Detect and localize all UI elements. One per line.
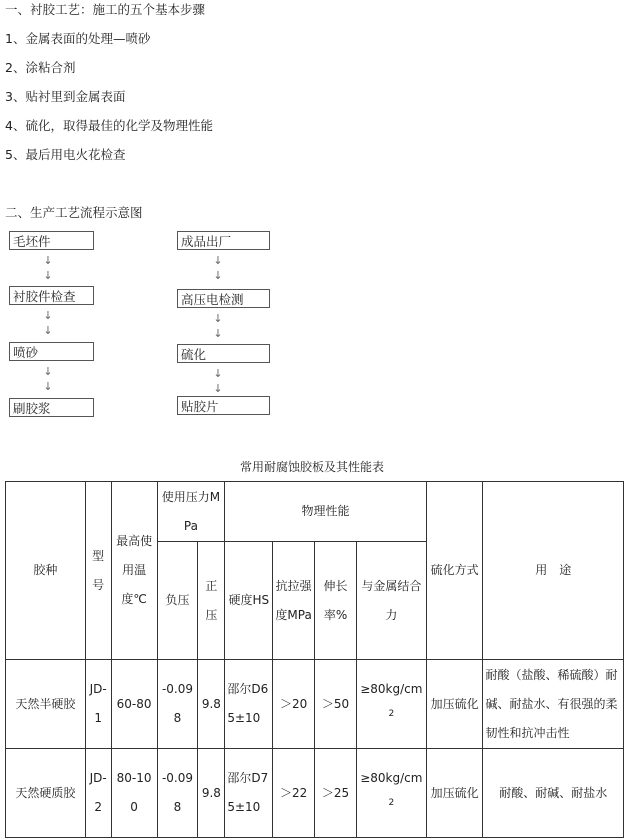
header-physical: 物理性能 [225,482,426,542]
header-bond: 与金属结合力 [356,542,426,660]
flow-box-shipment: 成品出厂 [177,231,270,250]
flow-box-brush-adhesive: 刷胶浆 [9,398,94,417]
cell-negative: -0.098 [157,660,198,749]
cell-rubber-type: 天然半硬胶 [6,660,86,749]
flow-box-hv-test: 高压电检测 [177,289,270,308]
flow-box-inspection: 衬胶件检查 [9,286,94,305]
down-arrow-icon: ↓ [43,365,53,378]
cell-positive: 9.8 [198,749,225,838]
step-4: 4、硫化，取得最佳的化学及物理性能 [5,118,213,133]
cell-hardness: 邵尔D65±10 [225,660,273,749]
cell-cure: 加压硫化 [426,749,483,838]
heading-lining-process: 一、衬胶工艺：施工的五个基本步骤 [5,2,206,17]
table-title: 常用耐腐蚀胶板及其性能表 [239,460,384,474]
cell-model: JD-1 [85,660,111,749]
cell-tensile: ＞20 [273,660,315,749]
cell-positive: 9.8 [198,660,225,749]
cell-rubber-type: 天然硬质胶 [6,749,86,838]
down-arrow-icon: ↓ [43,254,53,267]
down-arrow-icon: ↓ [43,380,53,393]
cell-bond [356,749,426,838]
step-3: 3、贴衬里到金属表面 [5,89,126,104]
table-row [6,660,624,749]
flow-box-vulcanize: 硫化 [177,344,270,363]
bond-superscript: 2 [388,709,395,719]
header-rubber-type: 胶种 [6,482,86,660]
flow-box-apply-sheet: 贴胶片 [177,396,270,415]
cell-bond [356,660,426,749]
header-hardness: 硬度HS [225,542,273,660]
header-positive: 正压 [198,542,225,660]
bond-superscript: 2 [388,798,395,808]
rubber-spec-table [5,481,624,838]
flow-box-blank-part: 毛坯件 [9,231,94,250]
down-arrow-icon: ↓ [43,269,53,282]
step-1: 1、金属表面的处理—喷砂 [5,31,151,46]
cell-negative: -0.098 [157,749,198,838]
bond-value: ≥80kg/cm [360,682,423,696]
header-cure: 硫化方式 [426,482,483,660]
heading-flow-diagram: 二、生产工艺流程示意图 [5,205,143,220]
step-2: 2、涂粘合剂 [5,60,76,75]
up-arrow-icon: ↓ [213,312,223,325]
bond-value: ≥80kg/cm [360,771,423,785]
cell-elongation: ＞25 [315,749,357,838]
header-tensile: 抗拉强度MPa [273,542,315,660]
up-arrow-icon: ↓ [213,327,223,340]
up-arrow-icon: ↓ [213,269,223,282]
cell-hardness: 邵尔D75±10 [225,749,273,838]
header-pressure: 使用压力MPa [157,482,225,542]
header-model: 型号 [85,482,111,660]
header-negative: 负压 [157,542,198,660]
cell-use: 耐酸、耐碱、耐盐水 [483,749,624,838]
header-elongation: 伸长率% [315,542,357,660]
cell-model: JD-2 [85,749,111,838]
cell-elongation: ＞50 [315,660,357,749]
step-5: 5、最后用电火花检查 [5,147,126,162]
up-arrow-icon: ↓ [213,254,223,267]
down-arrow-icon: ↓ [43,309,53,322]
cell-use: 耐酸（盐酸、稀硫酸）耐碱、耐盐水、有很强的柔韧性和抗冲击性 [483,660,624,749]
header-use: 用 途 [483,482,624,660]
up-arrow-icon: ↓ [213,367,223,380]
cell-max-temp: 60-80 [111,660,157,749]
cell-cure: 加压硫化 [426,660,483,749]
cell-max-temp: 80-100 [111,749,157,838]
flow-box-sandblast: 喷砂 [9,342,94,361]
up-arrow-icon: ↓ [213,382,223,395]
header-max-temp: 最高使用温度℃ [111,482,157,660]
table-row [6,749,624,838]
cell-tensile: ＞22 [273,749,315,838]
down-arrow-icon: ↓ [43,324,53,337]
